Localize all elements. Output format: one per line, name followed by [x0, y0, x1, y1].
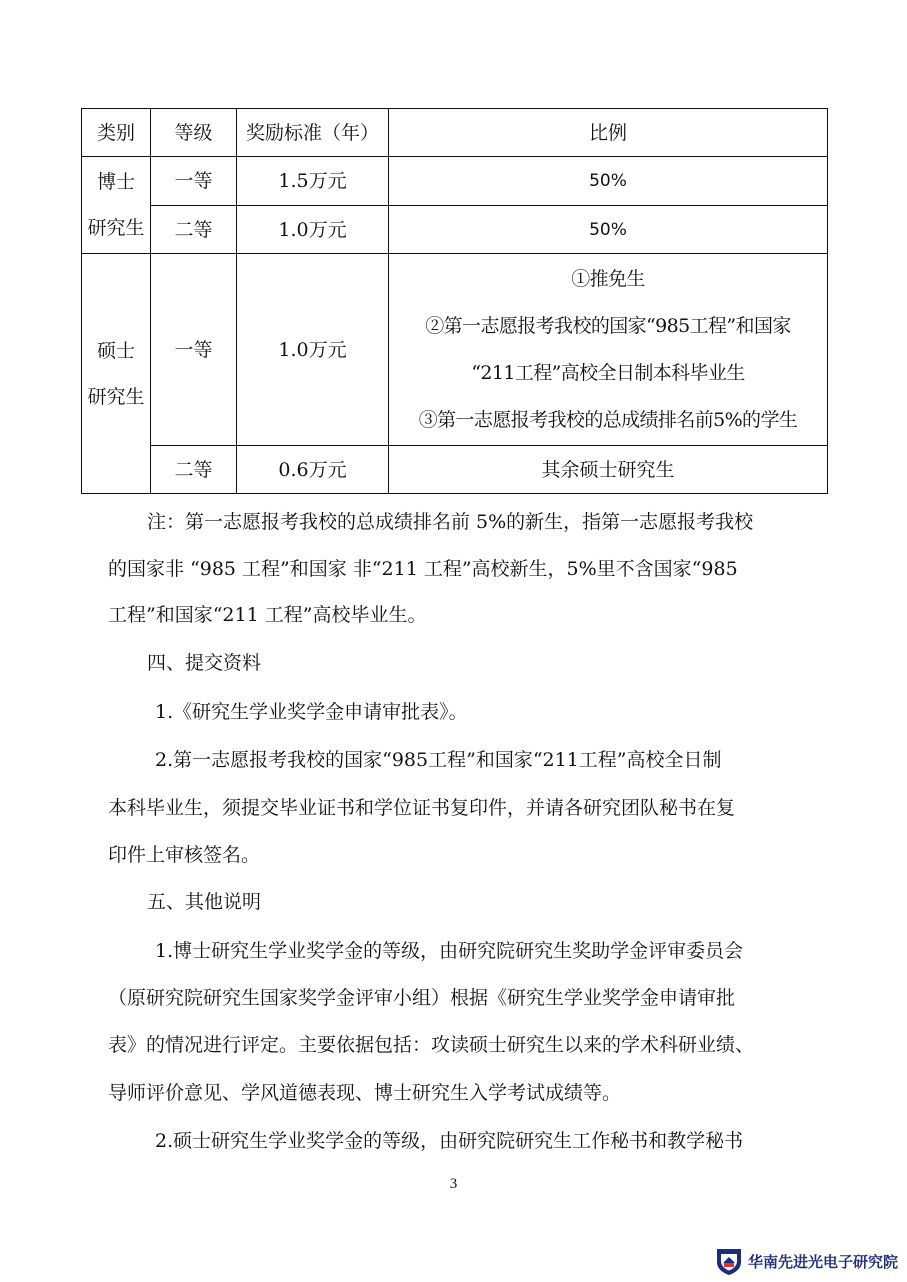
section-4-title: 四、提交资料 [147, 652, 262, 674]
table-row [82, 206, 828, 254]
header-category: 类别 [82, 109, 151, 157]
phd-amount-2: 1.0万元 [237, 206, 389, 254]
section-4-item-2-line-2: 本科毕业生，须提交毕业证书和学位证书复印件，并请各研究团队秘书在复 [108, 797, 736, 819]
section-4-item-1: 1.《研究生学业奖学金申请审批表》。 [155, 701, 468, 723]
master-grade-2: 二等 [151, 446, 237, 494]
section-5-item-2-line-1: 2.硕士研究生学业奖学金的等级，由研究院研究生工作秘书和教学秘书 [155, 1130, 744, 1152]
table-row [82, 254, 828, 446]
section-5-item-1-line-3: 表》的情况进行评定。主要依据包括：攻读硕士研究生以来的学术科研业绩、 [108, 1034, 755, 1056]
footer-org-name: 华南先进光电子研究院 [748, 1253, 899, 1271]
master-amount-2: 0.6万元 [237, 446, 389, 494]
phd-category: 博士 研究生 [82, 157, 151, 254]
section-5-title: 五、其他说明 [147, 891, 262, 913]
table-row [82, 446, 828, 494]
section-5-item-1-line-1: 1.博士研究生学业奖学金的等级，由研究院研究生奖助学金评审委员会 [155, 940, 744, 962]
section-4-item-2-line-3: 印件上审核签名。 [108, 844, 261, 866]
master-ratio-2: 其余硕士研究生 [389, 446, 828, 494]
table-header-row [82, 109, 828, 157]
master-category: 硕士 研究生 [82, 254, 151, 494]
phd-grade-2: 二等 [151, 206, 237, 254]
note-line-3: 工程”和国家“211 工程”高校毕业生。 [108, 604, 427, 626]
section-5-item-1-line-2: （原研究院研究生国家奖学金评审小组）根据《研究生学业奖学金申请审批 [108, 987, 736, 1009]
master-grade-1: 一等 [151, 254, 237, 446]
phd-grade-1: 一等 [151, 157, 237, 206]
table-row [82, 157, 828, 206]
phd-ratio-1: 50% [389, 157, 828, 206]
scholarship-table [81, 108, 828, 494]
header-ratio: 比例 [389, 109, 828, 157]
phd-amount-1: 1.5万元 [237, 157, 389, 206]
header-grade: 等级 [151, 109, 237, 157]
master-conditions: ①推免生 ②第一志愿报考我校的国家“985工程”和国家 “211工程”高校全日制本科毕业生 ③第一志愿报考我校的总成绩排名前5%的学生 [389, 254, 828, 446]
footer-logo [712, 1245, 902, 1277]
phd-ratio-2: 50% [389, 206, 828, 254]
page-number: 3 [449, 1176, 458, 1192]
institute-crest-icon [714, 1246, 744, 1276]
section-5-item-1-line-4: 导师评价意见、学风道德表现、博士研究生入学考试成绩等。 [108, 1082, 622, 1104]
section-4-item-2-line-1: 2.第一志愿报考我校的国家“985工程”和国家“211工程”高校全日制 [155, 749, 722, 771]
note-line-2: 的国家非 “985 工程”和国家 非“211 工程”高校新生，5%里不含国家“985 [108, 558, 738, 580]
note-line-1: 注：第一志愿报考我校的总成绩排名前 5%的新生，指第一志愿报考我校 [147, 511, 754, 533]
header-standard: 奖励标准（年） [237, 109, 389, 157]
master-amount-1: 1.0万元 [237, 254, 389, 446]
